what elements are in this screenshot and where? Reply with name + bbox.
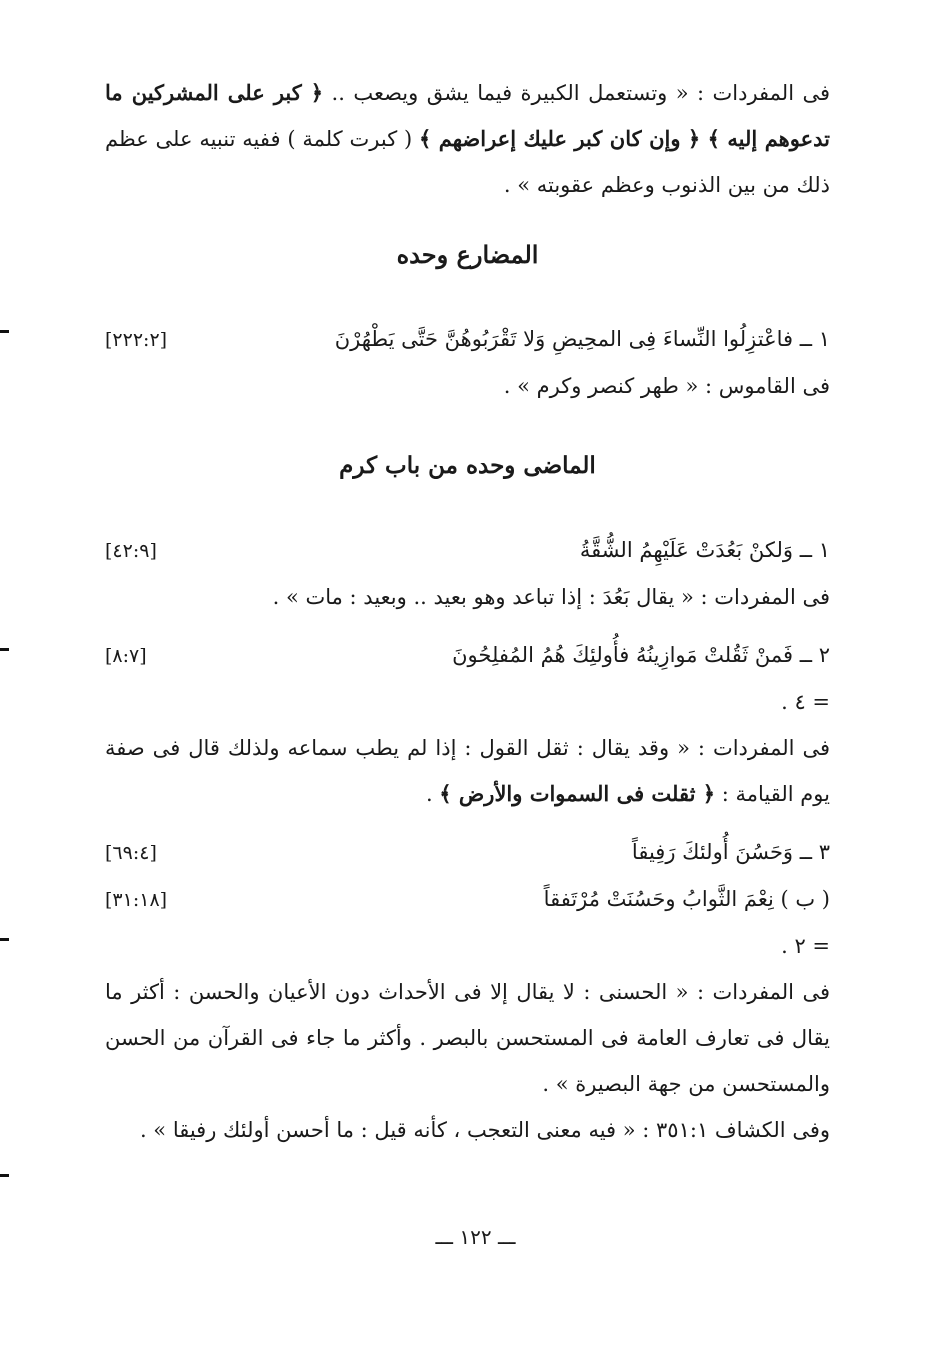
note: وفى الكشاف ٣٥١:١ : « فيه معنى التعجب ، كأنه قيل : ما أحسن أولئك رفيقا » .: [139, 1118, 830, 1142]
note-text: فى المفردات : « وقد يقال : ثقل القول : إذا لم يطب سماعه ولذلك قال فى صفة يوم القيامة :: [105, 736, 830, 806]
margin-mark: [0, 648, 9, 651]
note: [105, 725, 830, 817]
verse-text: ( ب ) نِعْمَ الثَّوابُ وحَسُنَتْ مُرْتَفقاً: [543, 887, 830, 911]
note: فى المفردات : « الحسنى : لا يقال إلا فى الأحداث دون الأعيان والحسن : أكثر ما يقال فى تعارف العامة فى المستحسن بالبصر . وأكثر ما جاء فى القرآن من الحسن والمستحسن من جهة البصيرة » .: [105, 980, 830, 1096]
verse-row: [105, 527, 830, 574]
verse-text: ٣ ــ وَحَسُنَ أُولئكَ رَفِيقاً: [631, 840, 830, 864]
verse-ref: [٨:٧]: [105, 645, 147, 667]
margin-mark: [0, 1174, 9, 1177]
verse-row: [105, 829, 830, 876]
count-line: = ٤ .: [781, 690, 830, 714]
page-body: [105, 70, 830, 1153]
section-title-madi: الماضى وحده من باب كرم: [339, 452, 596, 479]
quran-quote: ﴿ كبر على المشركين ما تدعوهم إليه ﴾: [105, 80, 830, 151]
verse-ref: [٤٢:٩]: [105, 540, 157, 562]
verse-ref: [٢٢٢:٢]: [105, 329, 168, 351]
quran-quote: ﴿ ثقلت فى السموات والأرض ﴾: [439, 781, 716, 806]
verse-row: [105, 632, 830, 679]
verse-row: [105, 316, 830, 363]
margin-mark: [0, 330, 9, 333]
page-number: ـــ ١٢٢ ـــ: [435, 1225, 516, 1249]
verse-ref: [٣١:١٨]: [105, 889, 168, 911]
margin-mark: [0, 938, 9, 941]
intro-text: ( كبرت كلمة ) ففيه تنبيه على عظم ذلك من بين الذنوب وعظم عقوبته » .: [105, 127, 830, 197]
verse-text: ١ ــ وَلكنْ بَعُدَتْ عَلَيْهِمُ الشُّقَّةُ: [579, 538, 830, 562]
verse-text: ٢ ــ فَمنْ ثَقُلتْ مَوازِينُهُ فأُولئِكَ هُمُ المُفلِحُونَ: [452, 643, 830, 667]
intro-paragraph: [105, 70, 830, 208]
note: فى القاموس : « طهر كنصر وكرم » .: [503, 374, 830, 398]
verse-row: [105, 876, 830, 923]
note: فى المفردات : « يقال بَعُدَ : إذا تباعد وهو بعيد .. وبعيد : مات » .: [272, 585, 830, 609]
verse-text: ١ ــ فاعْتزِلُوا النِّساءَ فِى المحِيضِ وَلا تَقْرَبُوهُنَّ حَتَّى يَطْهُرْنَ: [334, 327, 830, 351]
quran-quote: ﴿ وإن كان كبر عليك إعراضهم ﴾: [419, 126, 708, 151]
note-text: .: [425, 782, 440, 806]
count-line: = ٢ .: [781, 934, 830, 958]
verse-ref: [٦٩:٤]: [105, 842, 157, 864]
intro-text: فى المفردات : « وتستعمل الكبيرة فيما يشق ويصعب ..: [323, 81, 831, 105]
section-title-mudari: المضارع وحده: [396, 240, 539, 269]
